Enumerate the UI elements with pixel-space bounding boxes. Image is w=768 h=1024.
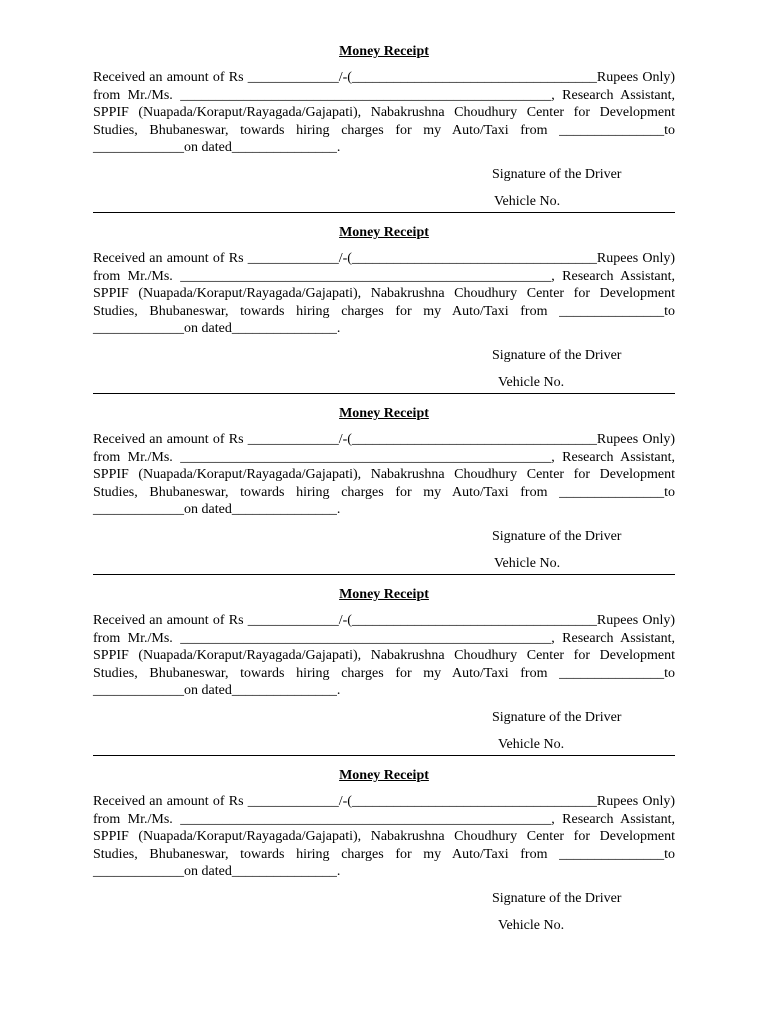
- receipt-title: Money Receipt: [339, 225, 429, 240]
- money-receipt: [93, 224, 675, 392]
- receipt-text-line: from Mr./Ms. _____________________________________________________, Research Assistant,: [93, 449, 675, 465]
- receipt-title: Money Receipt: [339, 44, 429, 59]
- receipt-text-line: _____________on dated_______________.: [93, 502, 341, 518]
- receipt-text-line: Received an amount of Rs _____________/-(___________________________________Rupees Only): [93, 70, 675, 85]
- receipt-text-line: Studies, Bhubaneswar, towards hiring charges for my Auto/Taxi from _______________to: [93, 846, 675, 862]
- vehicle-number-label: Vehicle No.: [494, 193, 561, 209]
- vehicle-number-label: Vehicle No.: [498, 917, 565, 933]
- receipt-title: Money Receipt: [339, 768, 429, 783]
- money-receipt: [93, 405, 675, 573]
- receipt-text-line: from Mr./Ms. _____________________________________________________, Research Assistant,: [93, 630, 675, 646]
- receipt-text-line: _____________on dated_______________.: [93, 864, 341, 880]
- driver-signature-label: Signature of the Driver: [492, 347, 622, 363]
- receipt-text-line: _____________on dated_______________.: [93, 321, 341, 337]
- vehicle-number-label: Vehicle No.: [494, 555, 561, 571]
- receipt-text-line: Received an amount of Rs _____________/-(___________________________________Rupees Only): [93, 794, 675, 809]
- receipt-text-line: Received an amount of Rs _____________/-(___________________________________Rupees Only): [93, 251, 675, 266]
- driver-signature-label: Signature of the Driver: [492, 890, 622, 906]
- driver-signature-label: Signature of the Driver: [492, 528, 622, 544]
- money-receipt: [93, 767, 675, 935]
- receipt-text-line: Studies, Bhubaneswar, towards hiring charges for my Auto/Taxi from _______________to: [93, 303, 675, 319]
- receipt-divider: [93, 755, 675, 756]
- receipt-text-line: SPPIF (Nuapada/Koraput/Rayagada/Gajapati), Nabakrushna Choudhury Center for Development: [93, 648, 675, 664]
- receipt-title: Money Receipt: [339, 406, 429, 421]
- receipt-divider: [93, 212, 675, 213]
- receipt-text-line: _____________on dated_______________.: [93, 683, 341, 699]
- money-receipt: [93, 43, 675, 211]
- driver-signature-label: Signature of the Driver: [492, 709, 622, 725]
- receipt-text-line: Studies, Bhubaneswar, towards hiring charges for my Auto/Taxi from _______________to: [93, 122, 675, 138]
- receipt-text-line: Studies, Bhubaneswar, towards hiring charges for my Auto/Taxi from _______________to: [93, 484, 675, 500]
- receipt-text-line: Received an amount of Rs _____________/-(___________________________________Rupees Only): [93, 432, 675, 447]
- receipt-text-line: from Mr./Ms. _____________________________________________________, Research Assistant,: [93, 268, 675, 284]
- receipt-text-line: SPPIF (Nuapada/Koraput/Rayagada/Gajapati), Nabakrushna Choudhury Center for Development: [93, 105, 675, 121]
- receipt-divider: [93, 393, 675, 394]
- money-receipt: [93, 586, 675, 754]
- vehicle-number-label: Vehicle No.: [498, 736, 565, 752]
- receipt-text-line: from Mr./Ms. _____________________________________________________, Research Assistant,: [93, 811, 675, 827]
- receipt-text-line: Studies, Bhubaneswar, towards hiring charges for my Auto/Taxi from _______________to: [93, 665, 675, 681]
- vehicle-number-label: Vehicle No.: [498, 374, 565, 390]
- receipt-text-line: SPPIF (Nuapada/Koraput/Rayagada/Gajapati), Nabakrushna Choudhury Center for Development: [93, 467, 675, 483]
- receipt-divider: [93, 574, 675, 575]
- receipt-text-line: _____________on dated_______________.: [93, 140, 341, 156]
- driver-signature-label: Signature of the Driver: [492, 166, 622, 182]
- receipt-text-line: Received an amount of Rs _____________/-(___________________________________Rupees Only): [93, 613, 675, 628]
- receipt-text-line: SPPIF (Nuapada/Koraput/Rayagada/Gajapati), Nabakrushna Choudhury Center for Development: [93, 829, 675, 845]
- receipt-title: Money Receipt: [339, 587, 429, 602]
- receipt-text-line: SPPIF (Nuapada/Koraput/Rayagada/Gajapati), Nabakrushna Choudhury Center for Development: [93, 286, 675, 302]
- receipt-text-line: from Mr./Ms. _____________________________________________________, Research Assistant,: [93, 87, 675, 103]
